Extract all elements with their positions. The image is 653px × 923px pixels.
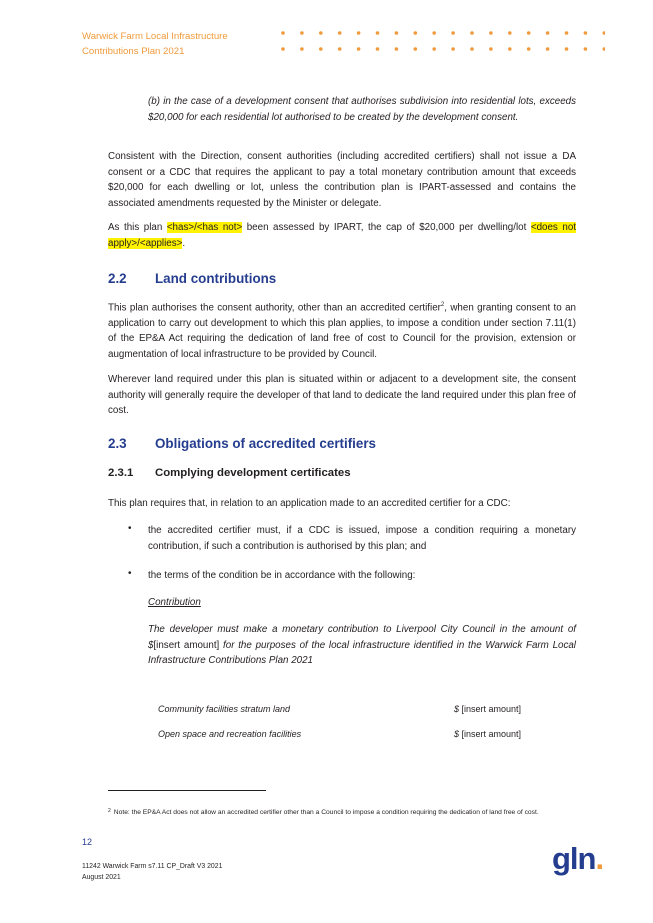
footnote bbox=[108, 806, 583, 819]
header-title-line1: Warwick Farm Local Infrastructure bbox=[82, 31, 228, 42]
doc-date: August 2021 bbox=[82, 873, 121, 881]
paragraph-land-2: Wherever land required under this plan is situated within or adjacent to a development site, the consent authority will generally require the developer of that land to dedicate the land required under this plan free of cost. bbox=[108, 374, 576, 417]
header-dot-pattern bbox=[280, 28, 605, 53]
section-title: Land contributions bbox=[155, 271, 277, 286]
document-reference bbox=[82, 862, 222, 883]
section-title: Obligations of accredited certifiers bbox=[155, 436, 377, 451]
header-dot bbox=[546, 31, 550, 35]
header-dot bbox=[546, 47, 550, 51]
header-dot bbox=[527, 31, 531, 35]
header-dot bbox=[338, 31, 342, 35]
highlight-has-has-not: <has>/<has not> bbox=[166, 222, 243, 233]
section-number: 2.3 bbox=[108, 436, 127, 451]
header-dot bbox=[432, 47, 436, 51]
header-dot bbox=[470, 47, 474, 51]
header-dot bbox=[395, 31, 399, 35]
header-dot bbox=[584, 31, 588, 35]
header-dot bbox=[319, 31, 323, 35]
header-dot bbox=[414, 47, 418, 51]
header-dot bbox=[565, 47, 569, 51]
header-dot bbox=[489, 31, 493, 35]
doc-ref: 11242 Warwick Farm s7.11 CP_Draft V3 2021 bbox=[82, 863, 223, 870]
page-number: 12 bbox=[82, 837, 93, 847]
gln-logo: gln. bbox=[552, 841, 604, 876]
footnote-divider bbox=[108, 790, 266, 791]
header-dot bbox=[508, 31, 512, 35]
row-amount: $ [insert amount] bbox=[454, 729, 522, 739]
bullet-text: the terms of the condition be in accordance with the following: bbox=[148, 570, 416, 581]
paragraph-direction: Consistent with the Direction, consent authorities (including accredited certifiers) shall not issue a DA consent or a CDC that requires the applicant to pay a total monetary contribution amount that exceeds $20,000 for each dwelling or lot, unless the contribution plan is IPART-assessed and contains the associated amendments requested by the Minister or delegate. bbox=[108, 151, 576, 209]
header-dot bbox=[451, 31, 455, 35]
footnote-text: Note: the EP&A Act does not allow an accredited certifier other than a Council to impose a condition requiring the dedication of land free of cost. bbox=[113, 809, 539, 816]
header-dot bbox=[300, 31, 304, 35]
header-dot bbox=[281, 47, 285, 51]
quote-clause-b: (b) in the case of a development consent that authorises subdivision into residential lots, exceeds $20,000 for each residential lot authorised to be created by the development consent. bbox=[148, 96, 576, 123]
subsection-number: 2.3.1 bbox=[108, 467, 134, 479]
bullet-glyph: • bbox=[128, 568, 132, 579]
section-heading-2-2 bbox=[108, 271, 276, 286]
header-dot bbox=[470, 31, 474, 35]
header-title-line2: Contributions Plan 2021 bbox=[82, 46, 185, 57]
header-dot bbox=[451, 47, 455, 51]
header-dot bbox=[395, 47, 399, 51]
footnote-number: 2 bbox=[108, 808, 111, 814]
contribution-heading: Contribution bbox=[148, 597, 201, 608]
header-dot bbox=[508, 47, 512, 51]
paragraph-ipart: As this plan <has>/<has not> been assessed by IPART, the cap of $20,000 per dwelling/lot <does not apply>/<applies>. bbox=[108, 222, 576, 249]
highlight-does-not-apply: <does not apply>/<applies> bbox=[108, 222, 576, 249]
header-dot bbox=[414, 31, 418, 35]
paragraph-cdc: This plan requires that, in relation to an application made to an accredited certifier for a CDC: bbox=[108, 498, 511, 509]
paragraph-land-1: This plan authorises the consent authority, other than an accredited certifier$^2$, when granting consent to an application to carry out development to which this plan applies, to impose a condition under section 7.11(1) of the EP&A Act requiring the dedication of land free of cost to Council for the provision, extension or augmentation of local infrastructure to be provided by Council. bbox=[108, 302, 576, 361]
header-dot bbox=[338, 47, 342, 51]
header-title bbox=[82, 29, 228, 59]
header-dot bbox=[376, 47, 380, 51]
header-dot bbox=[527, 47, 531, 51]
header-dot bbox=[357, 31, 361, 35]
row-label: Open space and recreation facilities bbox=[158, 729, 302, 739]
row-amount: $ [insert amount] bbox=[454, 704, 522, 714]
header-dot bbox=[432, 31, 436, 35]
header-dot bbox=[565, 31, 569, 35]
subsection-heading-2-3-1 bbox=[108, 467, 351, 479]
header-dot bbox=[300, 47, 304, 51]
bullet-text: the accredited certifier must, if a CDC is issued, impose a condition requiring a monetary contribution, if such a contribution is authorised by this plan; and bbox=[148, 525, 576, 552]
subsection-title: Complying development certificates bbox=[155, 467, 351, 479]
header-dot bbox=[489, 47, 493, 51]
contribution-text: The developer must make a monetary contribution to Liverpool City Council in the amount of $[insert amount] for the purposes of the local infrastructure identified in the Warwick Farm Local Infrastructure Contributions Plan 2021 bbox=[148, 624, 576, 667]
section-number: 2.2 bbox=[108, 271, 127, 286]
bullet-glyph: • bbox=[128, 523, 132, 534]
header-dot bbox=[319, 47, 323, 51]
section-heading-2-3 bbox=[108, 436, 376, 451]
header-dot bbox=[603, 47, 606, 51]
contribution-row bbox=[158, 729, 530, 739]
row-label: Community facilities stratum land bbox=[158, 704, 291, 714]
insert-amount-placeholder: [insert amount] bbox=[153, 639, 220, 651]
header-dot bbox=[603, 31, 606, 35]
header-dot bbox=[584, 47, 588, 51]
header-dot bbox=[357, 47, 361, 51]
contribution-row bbox=[158, 704, 530, 714]
footnote-ref: 2 bbox=[440, 302, 445, 308]
header-dot bbox=[376, 31, 380, 35]
header-dot bbox=[281, 31, 285, 35]
